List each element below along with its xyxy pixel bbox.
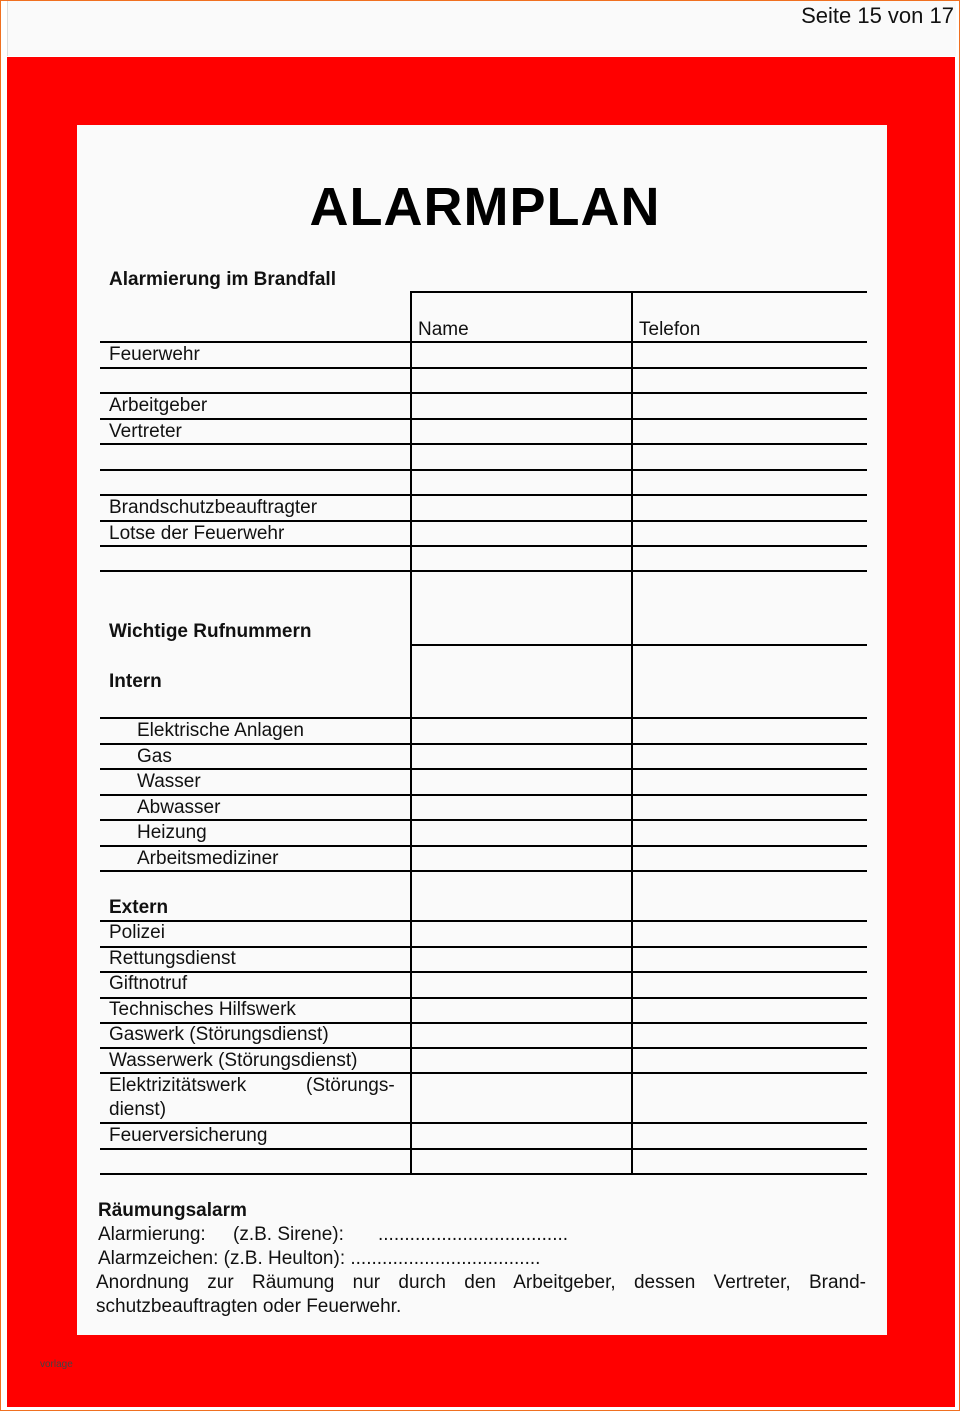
extern-label: Extern	[109, 897, 169, 918]
table-rule	[100, 570, 867, 572]
table-rule	[100, 768, 867, 770]
evac-order-line1: Anordnung zur Räumung nur durch den Arbeitgeber, dessen Vertreter, Brand-	[96, 1272, 866, 1293]
table-rule	[100, 1122, 867, 1124]
table-rule	[100, 1148, 867, 1150]
row-label-poison: Giftnotruf	[109, 973, 188, 994]
table-top-rule	[410, 291, 867, 293]
table-rule	[100, 920, 867, 922]
table-rule	[100, 367, 867, 369]
evac-alarm-label: Alarmierung:	[98, 1224, 206, 1245]
table-rule	[100, 469, 867, 471]
table-rule	[100, 794, 867, 796]
row-label-heating: Heizung	[137, 822, 207, 843]
row-label-deputy: Vertreter	[109, 421, 182, 442]
table-rule	[100, 545, 867, 547]
table-rule	[100, 443, 867, 445]
table-rule	[100, 870, 867, 872]
row-label-waterworks: Wasserwerk (Störungsdienst)	[109, 1050, 358, 1071]
table-rule	[100, 341, 867, 343]
row-label-rescue: Rettungsdienst	[109, 948, 236, 969]
table-rule	[100, 717, 867, 719]
watermark: vorlage	[40, 1359, 73, 1370]
table-rule	[100, 743, 867, 745]
table-rule	[100, 392, 867, 394]
section-heading-numbers: Wichtige Rufnummern	[109, 621, 312, 642]
row-label-electrical: Elektrische Anlagen	[137, 720, 304, 741]
row-label-electricity-works-suffix: (Störungs-	[306, 1075, 395, 1096]
page-number: Seite 15 von 17	[801, 3, 954, 28]
row-label-thw: Technisches Hilfswerk	[109, 999, 296, 1020]
row-label-electricity-works-line2: dienst)	[109, 1099, 167, 1120]
row-label-fire-officer: Brandschutzbeauftragter	[109, 497, 318, 518]
table-rule	[100, 1047, 867, 1049]
table-rule	[100, 946, 867, 948]
row-label-fire-pilot: Lotse der Feuerwehr	[109, 523, 285, 544]
row-label-wastewater: Abwasser	[137, 797, 221, 818]
table-column-rule	[631, 291, 633, 1175]
row-label-employer: Arbeitgeber	[109, 395, 208, 416]
table-rule	[100, 1173, 867, 1175]
row-label-insurance: Feuerversicherung	[109, 1125, 268, 1146]
section-heading-alarm: Alarmierung im Brandfall	[109, 269, 336, 290]
table-rule	[100, 520, 867, 522]
evac-title: Räumungsalarm	[98, 1200, 247, 1221]
page-header	[7, 1, 956, 56]
evac-alarm-dots: ....................................	[378, 1224, 569, 1245]
table-rule	[100, 1072, 867, 1074]
table-rule	[410, 644, 867, 646]
evac-order-line2: schutzbeauftragten oder Feuerwehr.	[96, 1296, 402, 1317]
page-title: ALARMPLAN	[309, 177, 661, 237]
row-label-police: Polizei	[109, 922, 165, 943]
column-header-name: Name	[418, 319, 469, 340]
table-column-rule	[410, 291, 412, 1175]
table-rule	[100, 845, 867, 847]
table-rule	[100, 971, 867, 973]
row-label-gasworks: Gaswerk (Störungsdienst)	[109, 1024, 329, 1045]
row-label-water: Wasser	[137, 771, 201, 792]
row-label-electricity-works: Elektrizitätswerk	[109, 1075, 247, 1096]
table-rule	[100, 494, 867, 496]
row-label-fire-department: Feuerwehr	[109, 344, 200, 365]
evac-alarm-example: (z.B. Sirene):	[233, 1224, 344, 1245]
intern-label: Intern	[109, 671, 162, 692]
table-rule	[100, 997, 867, 999]
evac-signal: Alarmzeichen: (z.B. Heulton): ....................................	[98, 1248, 541, 1269]
row-label-doctor: Arbeitsmediziner	[137, 848, 279, 869]
table-rule	[100, 819, 867, 821]
table-rule	[100, 418, 867, 420]
column-header-phone: Telefon	[639, 319, 701, 340]
row-label-gas: Gas	[137, 746, 172, 767]
table-rule	[100, 1022, 867, 1024]
